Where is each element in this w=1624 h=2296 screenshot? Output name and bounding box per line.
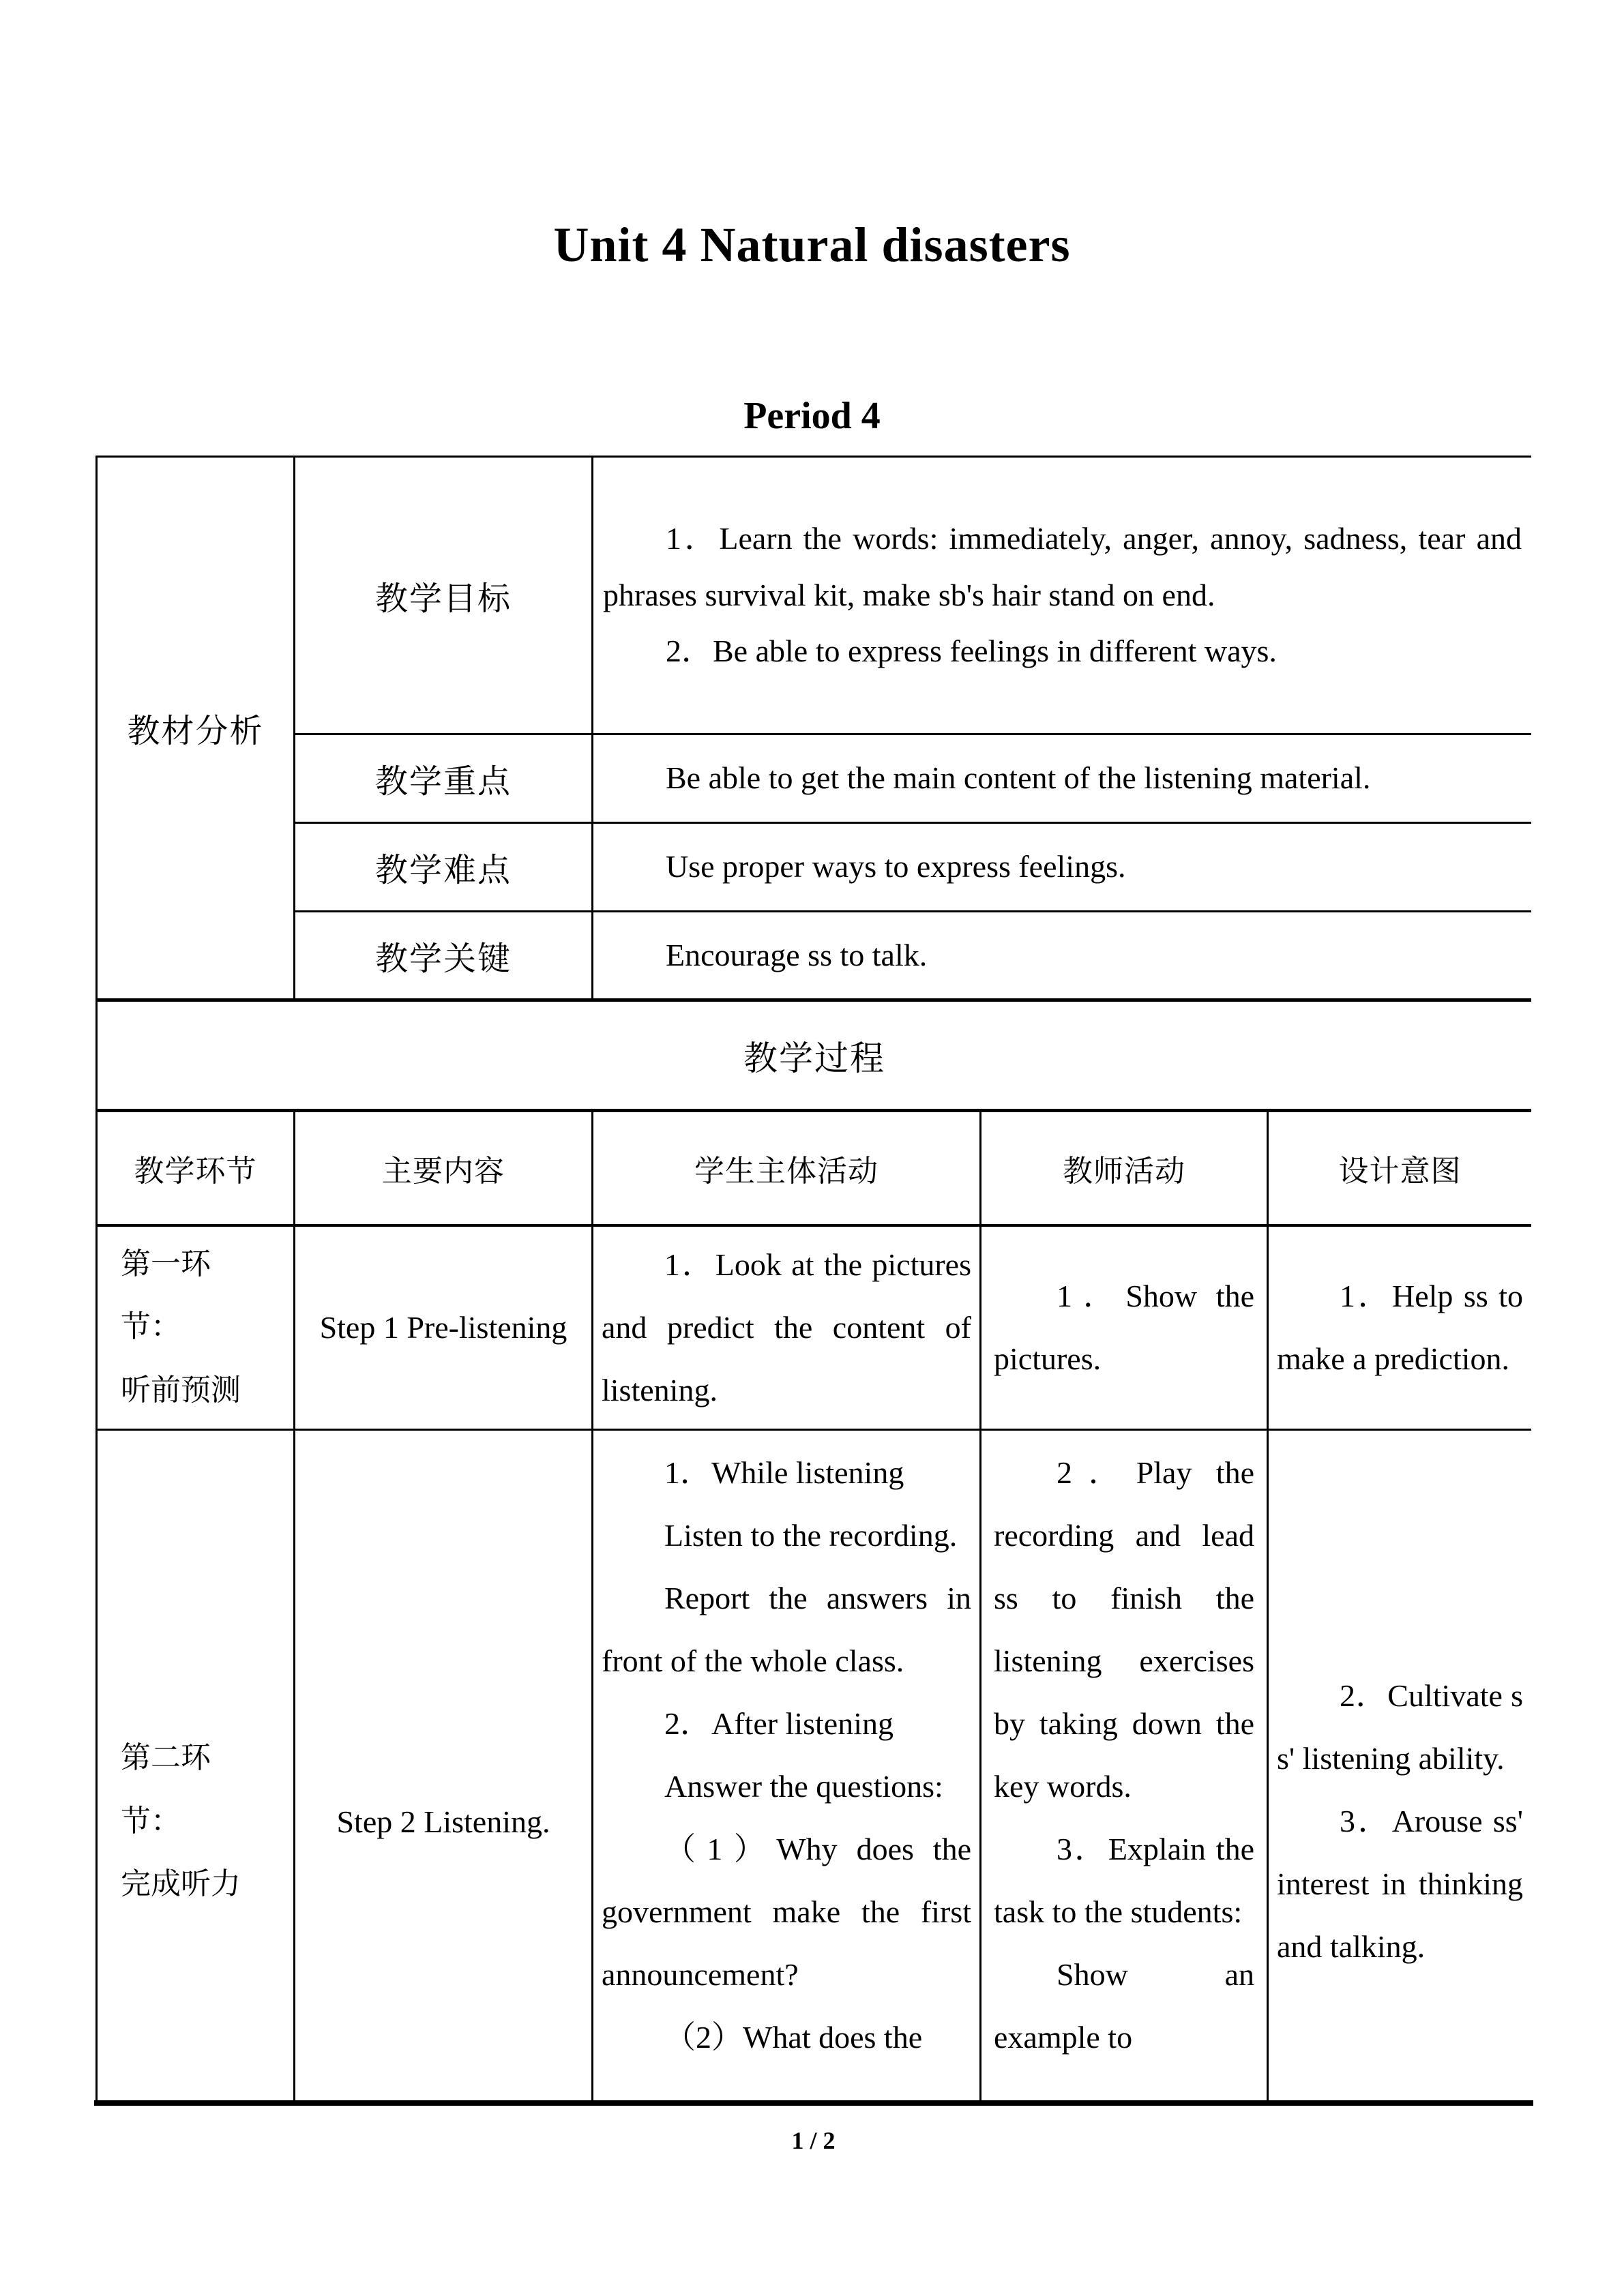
lesson-plan-table-region bbox=[95, 456, 1531, 2104]
teaching-focus-content: Be able to get the main content of the listening material. bbox=[593, 734, 1532, 823]
page-number: 1 / 2 bbox=[791, 2127, 836, 2154]
lesson-plan-table bbox=[95, 456, 1531, 2104]
table-header-row bbox=[97, 1111, 1532, 1225]
material-analysis-label: 教材分析 bbox=[97, 457, 295, 1000]
column-header-stage: 教学环节 bbox=[97, 1111, 295, 1225]
page-break-line bbox=[94, 2100, 1533, 2106]
stage-1-name: 第一环节： 听前预测 bbox=[97, 1225, 295, 1430]
column-header-design-intent: 设计意图 bbox=[1268, 1111, 1532, 1225]
column-header-teacher-activity: 教师活动 bbox=[981, 1111, 1268, 1225]
teaching-goal-label: 教学目标 bbox=[295, 457, 593, 734]
table-row bbox=[97, 912, 1532, 1000]
teaching-key-label: 教学关键 bbox=[295, 912, 593, 1000]
period-subtitle: Period 4 bbox=[743, 395, 881, 437]
stage-1-student-activity: 1．Look at the pictures and predict the content of listening. bbox=[593, 1225, 981, 1430]
stage-2-name: 第二环节： 完成听力 bbox=[97, 1429, 295, 2104]
teaching-difficulty-content: Use proper ways to express feelings. bbox=[593, 823, 1532, 912]
table-row-stage-1 bbox=[97, 1225, 1532, 1430]
stage-2-main-content: Step 2 Listening. bbox=[295, 1429, 593, 2104]
table-row-stage-2 bbox=[97, 1429, 1532, 2104]
teaching-focus-label: 教学重点 bbox=[295, 734, 593, 823]
document-title: Unit 4 Natural disasters bbox=[553, 218, 1071, 272]
table-row bbox=[97, 734, 1532, 823]
teaching-difficulty-label: 教学难点 bbox=[295, 823, 593, 912]
stage-1-main-content: Step 1 Pre-listening bbox=[295, 1225, 593, 1430]
goal-item: 1．Learn the words: immediately, anger, annoy, sadness, tear and phrases survival kit, make sb's hair stand on end. bbox=[603, 520, 1522, 612]
column-header-main-content: 主要内容 bbox=[295, 1111, 593, 1225]
table-row bbox=[97, 823, 1532, 912]
stage-1-teacher-activity: 1．Show the pictures. bbox=[981, 1225, 1268, 1430]
stage-2-design-intent: 2．Cultivate ss' listening ability. 3．Arouse ss' interest in thinking and talking. bbox=[1268, 1429, 1532, 2104]
table-row bbox=[97, 457, 1532, 734]
table-row bbox=[97, 1000, 1532, 1111]
teaching-process-header: 教学过程 bbox=[97, 1000, 1532, 1111]
column-header-student-activity: 学生主体活动 bbox=[593, 1111, 981, 1225]
stage-2-student-activity: 1．While listening Listen to the recording. Report the answers in front of the whole class. 2．After listening Answer the questions: （1）Why does the government make the first announcement? （2）What does the bbox=[593, 1429, 981, 2104]
goal-item: 2．Be able to express feelings in different ways. bbox=[666, 633, 1277, 669]
stage-1-design-intent: 1．Help ss to make a prediction. bbox=[1268, 1225, 1532, 1430]
teaching-goal-content bbox=[593, 457, 1532, 734]
teaching-key-content: Encourage ss to talk. bbox=[593, 912, 1532, 1000]
stage-2-teacher-activity: 2．Play the recording and lead ss to finish the listening exercises by taking down the key words. 3．Explain the task to the students: Show an example to bbox=[981, 1429, 1268, 2104]
